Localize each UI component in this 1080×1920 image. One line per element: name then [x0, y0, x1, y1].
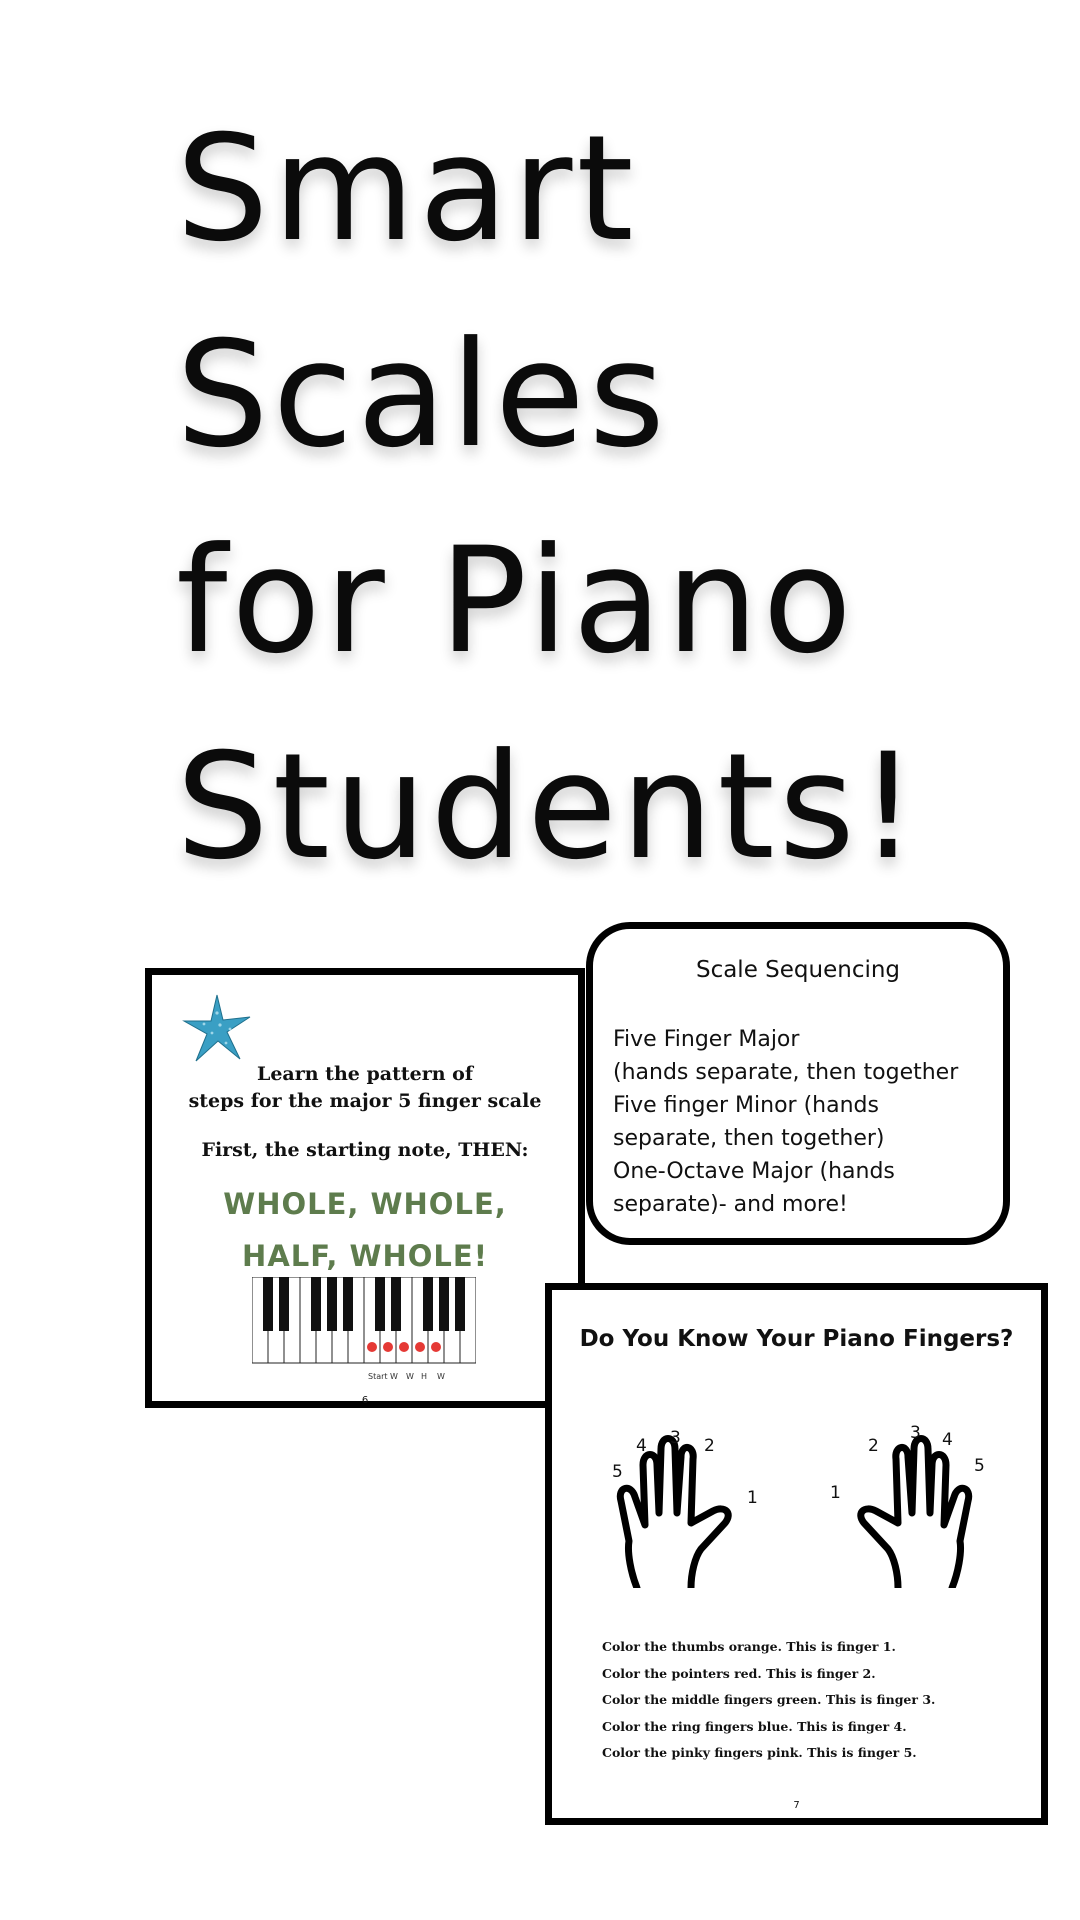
black-key: [311, 1277, 321, 1331]
title-line: Students!: [176, 722, 922, 892]
sequencing-line: Five Finger Major: [613, 1027, 800, 1052]
hands-diagram: [592, 1378, 1012, 1588]
scale-sequencing-card: [586, 922, 1010, 1245]
steps-pattern-card: [145, 968, 585, 1408]
sequencing-line: separate)- and more!: [613, 1192, 848, 1217]
finger-number: 5: [612, 1462, 623, 1482]
scale-note-dot: [431, 1342, 441, 1352]
sequencing-line: (hands separate, then together: [613, 1060, 959, 1085]
learn-line: Learn the pattern of: [256, 1063, 473, 1085]
black-key: [263, 1277, 273, 1331]
key-step-label: Start: [368, 1372, 388, 1381]
instruction-line: Color the pointers red. This is finger 2.: [602, 1665, 876, 1681]
pattern-line: WHOLE, WHOLE,: [223, 1187, 507, 1221]
key-step-label: W: [406, 1372, 414, 1381]
key-step-label: W: [437, 1372, 445, 1381]
piano-fingers-card: [545, 1283, 1048, 1825]
black-key: [375, 1277, 385, 1331]
first-note-text: First, the starting note, THEN:: [201, 1139, 529, 1161]
learn-line: steps for the major 5 finger scale: [188, 1090, 542, 1112]
instruction-line: Color the middle fingers green. This is finger 3.: [602, 1692, 936, 1707]
learn-pattern-text: [152, 1061, 578, 1115]
instruction-line: Color the ring fingers blue. This is finger 4.: [602, 1718, 907, 1734]
fingers-heading: Do You Know Your Piano Fingers?: [579, 1326, 1014, 1352]
finger-number: 1: [747, 1488, 758, 1508]
finger-number: 1: [830, 1483, 841, 1503]
sequencing-line: One-Octave Major (hands: [613, 1159, 895, 1184]
scale-note-dot: [399, 1342, 409, 1352]
sequencing-line: separate, then together): [613, 1126, 885, 1151]
page-number: 6: [361, 1395, 369, 1406]
scale-note-dot: [415, 1342, 425, 1352]
starfish-icon: [182, 993, 252, 1063]
black-key: [343, 1277, 353, 1331]
finger-number: 4: [636, 1436, 647, 1456]
finger-number: 3: [910, 1423, 921, 1443]
piano-keyboard-diagram: [252, 1277, 476, 1389]
key-step-label: W: [390, 1372, 398, 1381]
finger-number: 2: [704, 1436, 715, 1456]
finger-number: 4: [942, 1430, 953, 1450]
key-step-label: H: [421, 1372, 428, 1381]
sequencing-line: Five finger Minor (hands: [613, 1093, 879, 1118]
coloring-instructions: [602, 1634, 935, 1767]
right-hand-icon: [861, 1439, 969, 1589]
title-line: Smart: [176, 104, 638, 274]
page-number: 7: [793, 1800, 800, 1811]
black-key: [455, 1277, 465, 1331]
black-key: [439, 1277, 449, 1331]
page-title: [176, 86, 921, 910]
pattern-line: HALF, WHOLE!: [242, 1239, 488, 1273]
left-hand-icon: [620, 1439, 728, 1589]
scale-note-dot: [383, 1342, 393, 1352]
finger-number: 5: [974, 1456, 985, 1476]
black-key: [279, 1277, 289, 1331]
black-key: [423, 1277, 433, 1331]
step-pattern-text: [152, 1178, 578, 1282]
black-key: [391, 1277, 401, 1331]
sequencing-list: [613, 1023, 989, 1221]
title-line: Scales: [176, 310, 669, 480]
instruction-line: Color the thumbs orange. This is finger 1.: [602, 1639, 896, 1654]
finger-number: 2: [868, 1436, 879, 1456]
sequencing-heading: Scale Sequencing: [695, 957, 901, 983]
black-key: [327, 1277, 337, 1331]
scale-note-dot: [367, 1342, 377, 1352]
instruction-line: Color the pinky fingers pink. This is finger 5.: [602, 1745, 917, 1760]
finger-number: 3: [670, 1428, 681, 1448]
title-line: for Piano: [176, 516, 856, 686]
